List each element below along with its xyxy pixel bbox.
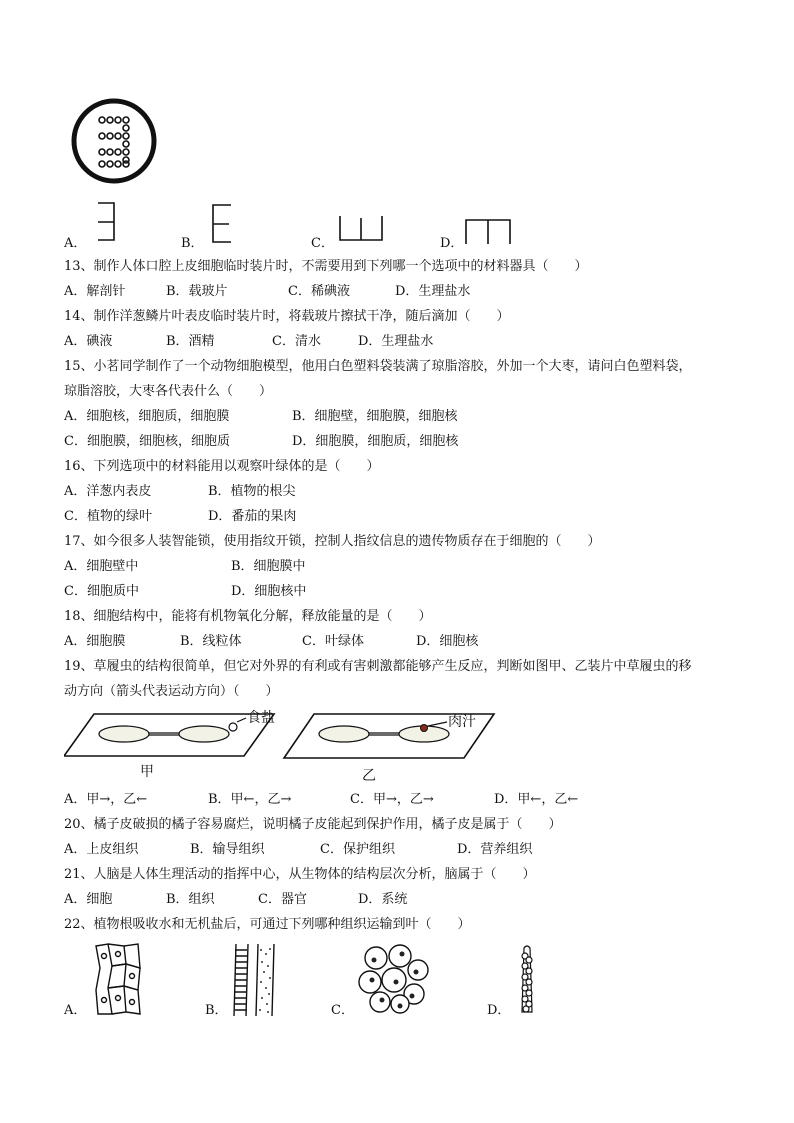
- q14-option-c[interactable]: C．清水: [272, 334, 321, 349]
- q12-option-b[interactable]: B．: [181, 236, 204, 251]
- q17-option-a[interactable]: A．细胞壁中: [64, 559, 139, 574]
- q22-option-d[interactable]: D．: [487, 1003, 511, 1018]
- q14-stem: 14、制作洋葱鳞片叶表皮临时装片时，将载玻片擦拭干净，随后滴加（ ）: [64, 309, 510, 324]
- label-salt: 食盐: [247, 710, 275, 726]
- q19-stem-line2: 动方向（箭头代表运动方向）（ ）: [64, 684, 279, 699]
- q18-option-d[interactable]: D．细胞核: [416, 634, 479, 649]
- q15-option-d[interactable]: D．细胞膜，细胞质，细胞核: [292, 434, 459, 449]
- q18-option-a[interactable]: A．细胞膜: [64, 634, 126, 649]
- microscope-view-figure: [70, 98, 160, 184]
- q18-option-c[interactable]: C．叶绿体: [302, 634, 364, 649]
- q16-option-b[interactable]: B．植物的根尖: [208, 484, 296, 499]
- paramecium-experiment-figure: [64, 704, 544, 786]
- q16-stem: 16、下列选项中的材料能用以观察叶绿体的是（ ）: [64, 459, 380, 474]
- q16-option-d[interactable]: D．番茄的果肉: [208, 509, 297, 524]
- q13-option-a[interactable]: A．解剖针: [64, 284, 126, 299]
- q15-option-b[interactable]: B．细胞壁，细胞膜，细胞核: [292, 409, 458, 424]
- q19-option-d[interactable]: D．甲←，乙←: [494, 792, 579, 807]
- q18-stem: 18、细胞结构中，能将有机物氧化分解，释放能量的是（ ）: [64, 609, 432, 624]
- q16-option-a[interactable]: A．洋葱内表皮: [64, 484, 152, 499]
- q21-option-b[interactable]: B．组织: [166, 892, 215, 907]
- q18-option-b[interactable]: B．线粒体: [180, 634, 242, 649]
- q20-option-b[interactable]: B．输导组织: [190, 842, 265, 857]
- q14-option-d[interactable]: D．生理盐水: [358, 334, 434, 349]
- q12-option-c[interactable]: C．: [311, 236, 334, 251]
- label-broth: 肉汁: [448, 714, 476, 730]
- q22-tissue-b: [228, 940, 282, 1020]
- q17-option-d[interactable]: D．细胞核中: [231, 584, 307, 599]
- q19-option-c[interactable]: C．甲→，乙→: [350, 792, 434, 807]
- q21-option-d[interactable]: D．系统: [358, 892, 408, 907]
- q20-option-a[interactable]: A．上皮组织: [64, 842, 139, 857]
- q21-option-c[interactable]: C．器官: [258, 892, 307, 907]
- q12-shape-b: [205, 202, 235, 246]
- q22-tissue-c: [356, 944, 430, 1014]
- q20-option-c[interactable]: C．保护组织: [320, 842, 395, 857]
- label-jia: 甲: [140, 764, 154, 780]
- q20-stem: 20、橘子皮破损的橘子容易腐烂，说明橘子皮能起到保护作用，橘子皮是属于（ ）: [64, 817, 562, 832]
- q12-option-a[interactable]: A．: [64, 236, 87, 251]
- q15-stem-line1: 15、小茗同学制作了一个动物细胞模型，他用白色塑料袋装满了琼脂溶胶，外加一个大枣，请问白色塑料袋，: [64, 359, 692, 374]
- q15-option-a[interactable]: A．细胞核，细胞质，细胞膜: [64, 409, 230, 424]
- q19-stem-line1: 19、草履虫的结构很简单，但它对外界的有利或有害刺激都能够产生反应，判断如图甲、乙装片中草履虫的移: [64, 659, 692, 674]
- q17-option-c[interactable]: C．细胞质中: [64, 584, 139, 599]
- q19-option-a[interactable]: A．甲→，乙←: [64, 792, 148, 807]
- q22-option-b[interactable]: B．: [205, 1003, 228, 1018]
- q17-option-b[interactable]: B．细胞膜中: [231, 559, 306, 574]
- q21-option-a[interactable]: A．细胞: [64, 892, 113, 907]
- label-yi: 乙: [362, 768, 376, 784]
- q12-shape-d: [462, 214, 514, 246]
- q17-stem: 17、如今很多人装智能锁，使用指纹开锁，控制人指纹信息的遗传物质存在于细胞的（ ）: [64, 534, 601, 549]
- q13-stem: 13、制作人体口腔上皮细胞临时装片时，不需要用到下列哪一个选项中的材料器具（ ）: [64, 259, 588, 274]
- q12-shape-a: [92, 200, 122, 244]
- q22-tissue-d: [514, 944, 540, 1016]
- q13-option-c[interactable]: C．稀碘液: [288, 284, 350, 299]
- q13-option-d[interactable]: D．生理盐水: [395, 284, 471, 299]
- q22-tissue-a: [92, 942, 144, 1016]
- q20-option-d[interactable]: D．营养组织: [457, 842, 533, 857]
- q15-stem-line2: 琼脂溶胶，大枣各代表什么（ ）: [64, 384, 273, 399]
- q14-option-a[interactable]: A．碘液: [64, 334, 113, 349]
- q16-option-c[interactable]: C．植物的绿叶: [64, 509, 152, 524]
- q14-option-b[interactable]: B．酒精: [166, 334, 215, 349]
- q21-stem: 21、人脑是人体生理活动的指挥中心，从生物体的结构层次分析，脑属于（ ）: [64, 867, 536, 882]
- q22-option-c[interactable]: C．: [331, 1003, 354, 1018]
- q22-stem: 22、植物根吸收水和无机盐后，可通过下列哪种组织运输到叶（ ）: [64, 917, 471, 932]
- q13-option-b[interactable]: B．载玻片: [166, 284, 228, 299]
- q12-option-d[interactable]: D．: [440, 236, 464, 251]
- q15-option-c[interactable]: C．细胞膜，细胞核，细胞质: [64, 434, 230, 449]
- q19-option-b[interactable]: B．甲←，乙→: [208, 792, 292, 807]
- q22-option-a[interactable]: A．: [64, 1003, 87, 1018]
- q12-shape-c: [336, 212, 386, 244]
